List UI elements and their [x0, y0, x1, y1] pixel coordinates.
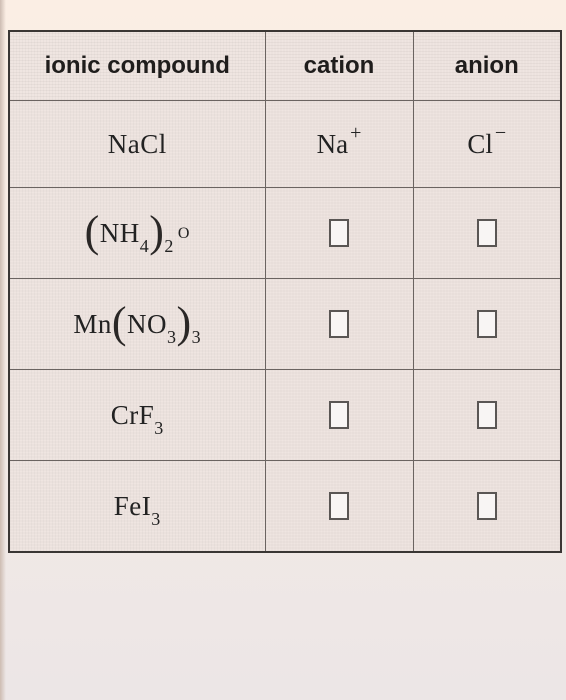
- open-paren: (: [84, 206, 100, 256]
- ionic-compound-table: [8, 30, 562, 553]
- formula-text: NH: [99, 217, 140, 248]
- formula-text: NO: [127, 308, 167, 339]
- header-cation: cation: [265, 31, 413, 101]
- formula-text: FeI: [113, 490, 152, 521]
- anion-cell: [413, 101, 561, 188]
- formula-subscript: 3: [191, 326, 202, 347]
- photo-edge-shadow: [0, 0, 6, 700]
- table-row: [9, 188, 561, 279]
- cation-answer-box[interactable]: [329, 492, 349, 520]
- anion-answer-box[interactable]: [477, 492, 497, 520]
- anion-value: [467, 121, 507, 159]
- cation-answer-box[interactable]: [329, 219, 349, 247]
- header-ionic-compound: ionic compound: [9, 31, 265, 101]
- table-header-row: [9, 31, 561, 101]
- compound-cell: [9, 461, 265, 553]
- compound-formula: [110, 399, 164, 438]
- anion-cell: [413, 370, 561, 461]
- close-paren: ): [149, 206, 165, 256]
- compound-cell: [9, 370, 265, 461]
- formula-text: NaCl: [107, 128, 167, 159]
- table-row: [9, 279, 561, 370]
- formula-text: Mn: [73, 308, 112, 339]
- anion-cell: [413, 279, 561, 370]
- formula-text: O: [177, 224, 190, 242]
- compound-formula: [84, 206, 190, 256]
- open-paren: (: [111, 297, 127, 347]
- cation-answer-box[interactable]: [329, 401, 349, 429]
- cation-cell: [265, 101, 413, 188]
- compound-cell: [9, 101, 265, 188]
- anion-symbol: Cl: [467, 128, 493, 159]
- formula-subscript: 3: [154, 417, 164, 438]
- cation-symbol: Na: [316, 128, 349, 159]
- ionic-compound-card: [8, 30, 560, 550]
- anion-charge: −: [494, 121, 507, 144]
- cation-value: [316, 121, 362, 159]
- formula-subscript: 3: [151, 508, 161, 529]
- compound-formula: [108, 129, 167, 159]
- cation-cell: [265, 461, 413, 553]
- header-anion: anion: [413, 31, 561, 101]
- cation-cell: [265, 279, 413, 370]
- compound-formula: [113, 490, 161, 529]
- cation-charge: +: [350, 121, 362, 144]
- formula-text: CrF: [110, 399, 155, 430]
- anion-answer-box[interactable]: [477, 401, 497, 429]
- formula-subscript: 4: [139, 235, 150, 256]
- anion-answer-box[interactable]: [477, 310, 497, 338]
- compound-formula: [73, 297, 202, 347]
- formula-subscript: 3: [167, 326, 177, 347]
- table-row: [9, 370, 561, 461]
- table-row: [9, 461, 561, 553]
- anion-cell: [413, 188, 561, 279]
- cation-cell: [265, 188, 413, 279]
- cation-answer-box[interactable]: [329, 310, 349, 338]
- formula-subscript: 2: [164, 235, 174, 256]
- compound-cell: [9, 188, 265, 279]
- table-row: [9, 101, 561, 188]
- cation-cell: [265, 370, 413, 461]
- anion-answer-box[interactable]: [477, 219, 497, 247]
- close-paren: ): [176, 297, 192, 347]
- anion-cell: [413, 461, 561, 553]
- compound-cell: [9, 279, 265, 370]
